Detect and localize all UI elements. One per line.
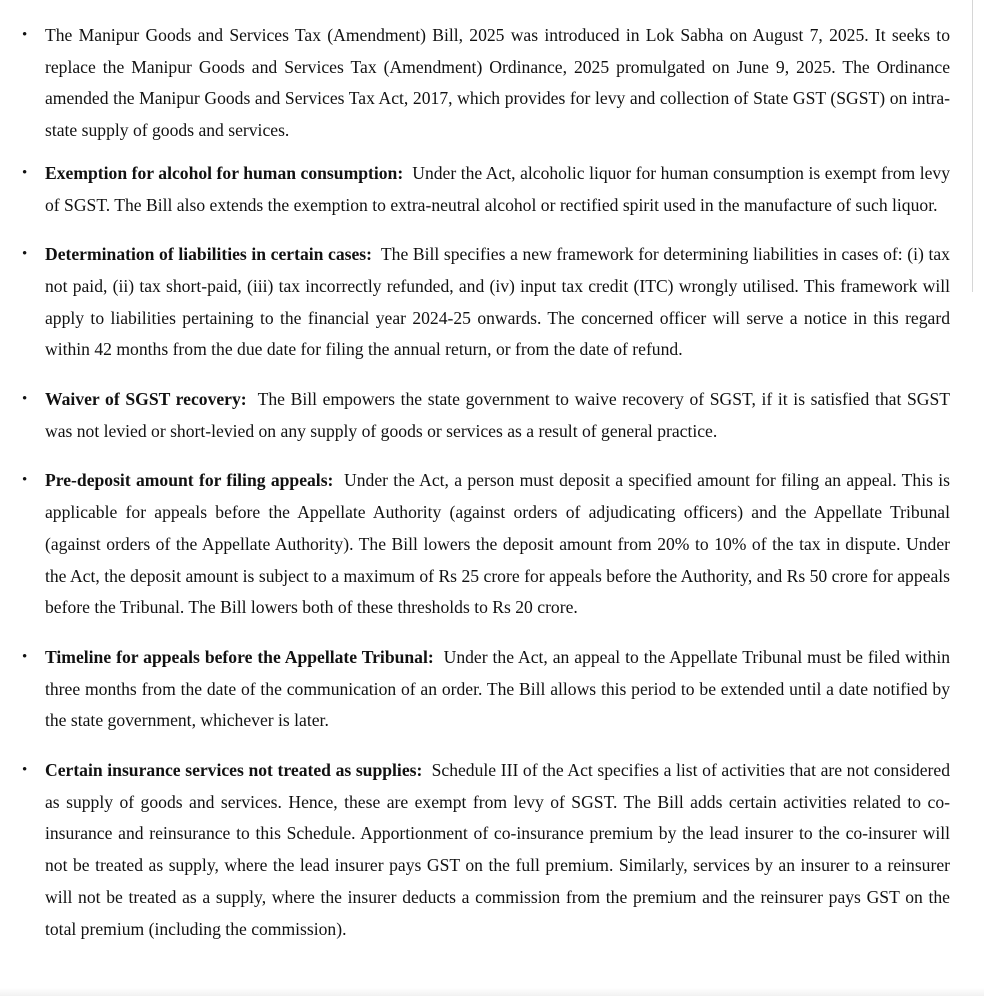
item-heading: Timeline for appeals before the Appellate Tribunal: <box>45 646 434 667</box>
list-item-appeal-timeline <box>0 642 950 737</box>
list-item-waiver <box>0 384 950 447</box>
bullet-icon: • <box>22 27 28 43</box>
list-item-introduction <box>0 20 950 147</box>
bill-summary-list <box>0 20 984 945</box>
bullet-icon: • <box>22 246 28 263</box>
bullet-icon: • <box>22 472 28 489</box>
item-heading: Waiver of SGST recovery: <box>45 389 247 410</box>
page-bottom-edge <box>0 988 984 996</box>
item-heading: Pre-deposit amount for filing appeals: <box>45 470 334 491</box>
item-heading: Certain insurance services not treated as supplies: <box>45 760 423 781</box>
item-text: The Bill empowers the state government to waive recovery of SGST, if it is satisfied that SGST was not levied or short-levied on any supply of goods or services as a result of general practice. <box>45 389 950 441</box>
item-heading: Exemption for alcohol for human consumption: <box>45 162 404 183</box>
item-text: Under the Act, an appeal to the Appellate Tribunal must be filed within three months from the date of the communication of an order. The Bill allows this period to be extended until a date notified by the state government, whichever is later. <box>45 646 951 731</box>
list-item-alcohol-exemption <box>0 158 950 221</box>
bullet-icon: • <box>22 391 28 408</box>
bullet-icon: • <box>22 164 28 181</box>
item-heading: Determination of liabilities in certain cases: <box>45 244 372 265</box>
bullet-icon: • <box>22 762 28 779</box>
list-item-insurance-services <box>0 755 950 945</box>
item-text: The Bill specifies a new framework for determining liabilities in cases of: (i) tax not paid, (ii) tax short-paid, (iii) tax incorrectly refunded, and (iv) input tax credit (ITC) wrongly utilised. This framework will apply to liabilities pertaining to the financial year 2024-25 onwards. The concerned officer will serve a notice in this regard within 42 months from the due date for filing the annual return, or from the date of refund. <box>45 244 950 360</box>
item-text: Under the Act, alcoholic liquor for human consumption is exempt from levy of SGST. The Bill also extends the exemption to extra-neutral alcohol or rectified spirit used in the manufacture of such liquor. <box>45 162 950 215</box>
bullet-icon: • <box>22 648 28 665</box>
item-text: Schedule III of the Act specifies a list of activities that are not considered as supply of goods and services. Hence, these are exempt from levy of SGST. The Bill adds certain activities related to co-insurance and reinsurance to this Schedule. Apportionment of co-insurance premium by the lead insurer to the co-insurer will not be treated as supply, where the lead insurer pays GST on the full premium. Similarly, services by an insurer to a reinsurer will not be treated as a supply, where the insurer deducts a commission from the premium and the reinsurer pays GST on the total premium (including the commission). <box>45 760 951 939</box>
scrollbar-edge[interactable] <box>972 0 973 292</box>
list-item-liabilities <box>0 239 950 366</box>
list-item-pre-deposit <box>0 465 950 624</box>
item-text: The Manipur Goods and Services Tax (Amendment) Bill, 2025 was introduced in Lok Sabha on August 7, 2025. It seeks to replace the Manipur Goods and Services Tax (Amendment) Ordinance, 2025 promulgated on June 9, 2025. The Ordinance amended the Manipur Goods and Services Tax Act, 2017, which provides for levy and collection of State GST (SGST) on intra-state supply of goods and services. <box>45 25 950 141</box>
item-text: Under the Act, a person must deposit a specified amount for filing an appeal. This is applicable for appeals before the Appellate Authority (against orders of adjudicating officers) and the Appellate Tribunal (against orders of the Appellate Authority). The Bill lowers the deposit amount from 20% to 10% of the tax in dispute. Under the Act, the deposit amount is subject to a maximum of Rs 25 crore for appeals before the Authority, and Rs 50 crore for appeals before the Tribunal. The Bill lowers both of these thresholds to Rs 20 crore. <box>45 470 951 618</box>
